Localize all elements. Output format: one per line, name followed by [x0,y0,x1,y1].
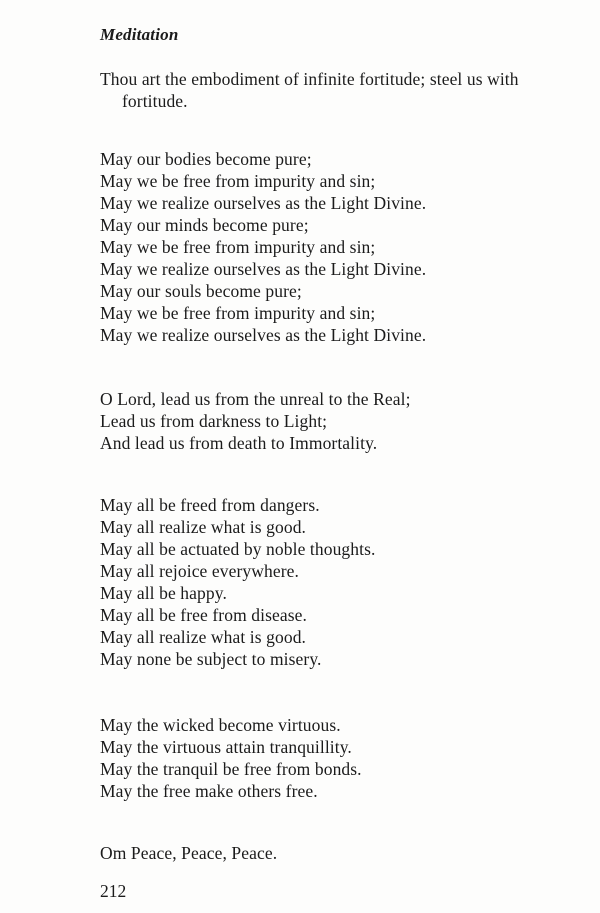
text-line: May we be free from impurity and sin; [100,171,376,191]
text-line: May the virtuous attain tranquillity. [100,737,352,757]
stanza-virtue [100,714,560,802]
stanza-may-all [100,494,560,670]
text-line: May we realize ourselves as the Light Divine. [100,259,427,279]
text-line: May the tranquil be free from bonds. [100,759,362,779]
text-line: May all be actuated by noble thoughts. [100,539,376,559]
text-line: May the free make others free. [100,781,318,801]
text-line: May we be free from impurity and sin; [100,237,376,257]
text-line: Thou art the embodiment of infinite fortitude; steel us with [100,69,519,89]
page-header: Meditation [100,25,179,44]
text-line: May all be free from disease. [100,605,307,625]
text-line: May none be subject to misery. [100,649,322,669]
text-line: May all realize what is good. [100,517,307,537]
page-number: 212 [100,881,127,901]
stanza-invocation [100,68,560,112]
text-line: May our minds become pure; [100,215,309,235]
text-line: May our bodies become pure; [100,149,312,169]
stanza-purity [100,148,560,346]
text-line: Om Peace, Peace, Peace. [100,843,278,863]
text-line: May we realize ourselves as the Light Divine. [100,325,427,345]
text-line: May all be happy. [100,583,227,603]
text-line: May the wicked become virtuous. [100,715,341,735]
text-line: May we realize ourselves as the Light Divine. [100,193,427,213]
text-line: May we be free from impurity and sin; [100,303,376,323]
stanza-lead-us [100,388,560,454]
text-line: And lead us from death to Immortality. [100,433,378,453]
text-line: fortitude. [122,91,188,111]
text-line: Lead us from darkness to Light; [100,411,328,431]
stanza-om-peace [100,842,560,864]
text-line: May all realize what is good. [100,627,307,647]
text-line: May our souls become pure; [100,281,302,301]
text-line: May all be freed from dangers. [100,495,320,515]
text-line: O Lord, lead us from the unreal to the Real; [100,389,411,409]
text-line: May all rejoice everywhere. [100,561,299,581]
